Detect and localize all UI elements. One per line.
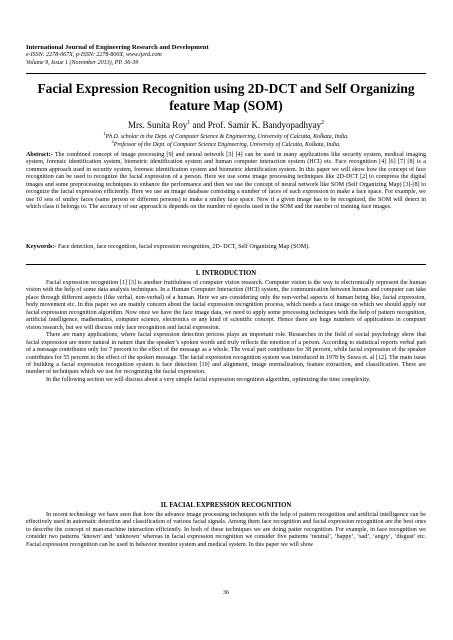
section-1-paragraph: Facial expression recognition [1] [3] is another fruitfulness of computer vision research. Computer vision is the way to electronically represent the human vision with the help of some data analysis techniques. In a Human Computer Interaction (HCI) system, the communication between human and computer can take place through different aspects (like verbal, non-verbal) of a human. Here we are considering only the non-verbal aspects of human being like, facial expression, body movement etc. In this paper we are mainly concern about the facial expression recognition process, which needs a face image on which we should apply our facial expression recognition algorithm. Now once we have the face image data, we need to apply some processing techniques with the help of pattern recognition, artificial intelligence, mathematics, computer science, electronics or any kind of scientific concept. Hence there are huge numbers of applications in computer vision research, but we will discuss only face recognition and facial expression. bbox=[26, 280, 426, 331]
affiliation-2-marker: 2 bbox=[111, 138, 114, 144]
affiliation-1-text: Ph.D. scholar in the Dept. of Computer Science & Engineering, University of Calcutta, Kolkata, India. bbox=[105, 133, 349, 140]
author-1-marker: 1 bbox=[187, 120, 191, 126]
journal-issn: e-ISSN: 2278-067X, p-ISSN: 2278-800X, www.ijerd.com bbox=[26, 52, 162, 58]
journal-name: International Journal of Engineering Research and Development bbox=[26, 44, 209, 51]
keywords-text: Face detection, face recognition, facial expression recognition, 2D- DCT, Self Organizing Map (SOM). bbox=[56, 244, 310, 250]
section-1-paragraph: There are many applications, where facial expression detection process plays an important role. Researches in the field of social psychology show that facial expression are more natural in nature than the speaker’s spoken words and truly reflects the emotion of a person. According to statistical reports verbal part of a message contributes only for 7 percent to the effect of the message as a whole. The vocal part contributes for 38 percent, while facial expression of the speaker contributes for 55 percent to the effect of the spoken message. The facial expression recognition system was introduced in 1978 by Suwa et. al [12]. The main issue of building a facial expression recognition system is face detection [10] and alignment, image normalization, feature extraction, and classification. There are number of techniques which we use for recognizing the facial expression. bbox=[26, 332, 426, 376]
keywords bbox=[26, 244, 426, 251]
paper-title: Facial Expression Recognition using 2D-DCT and Self Organizing feature Map (SOM) bbox=[37, 81, 415, 113]
affiliation-1-marker: 1 bbox=[103, 131, 106, 136]
journal-volume: Volume 9, Issue 1 (November 2013), PP. 36-39 bbox=[26, 59, 139, 66]
journal-header bbox=[26, 44, 426, 67]
section-1-paragraph: In the following section we will discuss about a very simple facial expression recognition algorithm, optimizing the time complexity. bbox=[46, 376, 371, 383]
section-divider bbox=[26, 264, 426, 265]
keywords-label: Keywords:- bbox=[26, 244, 57, 250]
section-1-body bbox=[26, 280, 426, 384]
abstract-text: The combined concept of image processing [9] and neural network [3] [4] can be used in many applications like security system, medical imaging system, forensic identification system, biometric identification system and human computer interaction system (HCI) etc. Face recognition [4] [6] [7] [8] is a common approach used in security system, forensic identification system and biometric identification system. In this paper we will show how the concept of face recognition can be used to recognize the facial expression of a person. Here we use some image processing techniques like 2D-DCT [2] to compress the digital images and some preprocessing techniques to enhance the performance and then we use the concept of neural network like SOM (Self Organizing Map) [3]-[8] to recognize the facial expression efficiently. Here we use an image database consisting a number of faces of each expression to make a face space. For example, we use 10 sets of smiley faces (same person or different persons) to make a smiley face space. Now if a given image has to be recognized, the SOM will detect in which class it belongs to. The accuracy of our approach is depends on the number of epochs used in the SOM and the number of training face images. bbox=[26, 152, 426, 211]
abstract bbox=[26, 152, 426, 212]
header-divider bbox=[26, 73, 426, 74]
abstract-label: Abstract:- bbox=[26, 152, 53, 158]
affiliation-2-text: Professor of the Dept. of Computer Science Engineering, University of Calcutta, Kolkata, India. bbox=[113, 141, 341, 148]
author-2-marker: 2 bbox=[321, 120, 324, 126]
section-2-heading: II. FACIAL EXPRESSION RECOGNITION bbox=[160, 502, 292, 509]
author-1-name: Mrs. Sunita Roy bbox=[128, 120, 188, 130]
author-2-name: and Prof. Samir K. Bandyopadhyay bbox=[190, 120, 321, 130]
section-2-body bbox=[26, 512, 426, 549]
section-1-heading: I. INTRODUCTION bbox=[195, 270, 257, 277]
affiliation-2 bbox=[26, 138, 426, 149]
page-number: 36 bbox=[222, 589, 230, 596]
section-2-paragraph: In recent technology we have seen that how the advance image processing techniques with the help of pattern recognition and artificial intelligence can be effectively used in automatic detection and classification of various facial signals. Among them face recognition and facial expression recognition are the best ones to describe the concept of man-machine interaction efficiently. In both of these techniques we are doing patter recognition. For example, in face recognition we consider two patterns ‘known’ and ‘unknown’ whereas in facial expression recognition we consider five patterns ‘neutral’, ‘happy’, ‘sad’, ‘angry’, ‘disgust’ etc. Facial expression recognition can be used in behavior monitor system and medical system. In this paper we will show bbox=[26, 512, 426, 548]
